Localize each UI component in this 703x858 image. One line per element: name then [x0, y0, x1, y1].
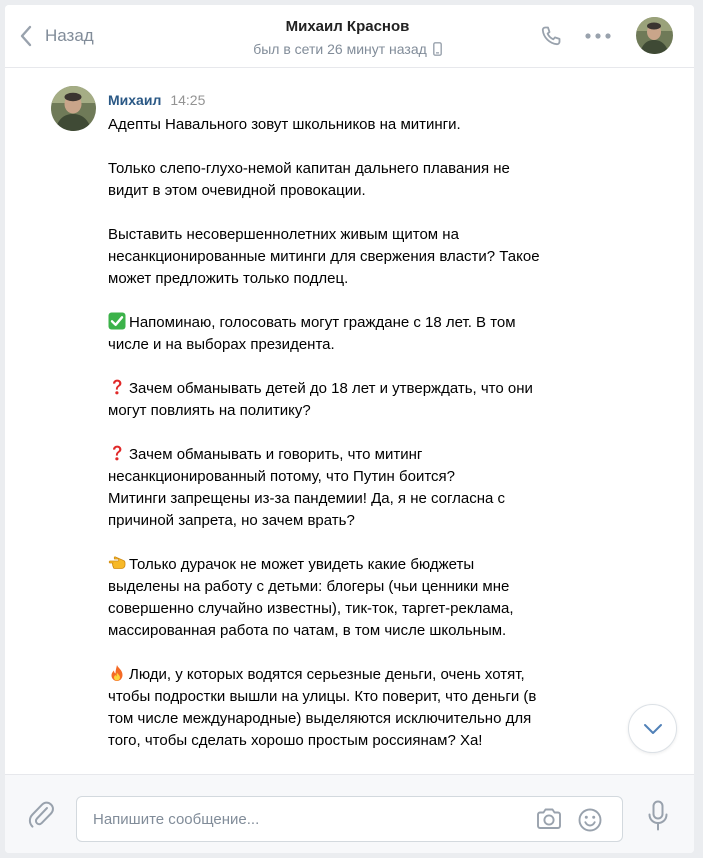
- message-paragraph: [108, 158, 568, 202]
- message-paragraph: [108, 378, 568, 422]
- phone-call-icon[interactable]: [539, 24, 563, 48]
- message-line: [108, 114, 568, 136]
- message-line-text: Напоминаю, голосовать могут граждане с 18 лет. В том: [129, 314, 516, 331]
- message-paragraph: [108, 312, 568, 356]
- message-line-text: может предложить только подлец.: [108, 270, 349, 287]
- message-line: [108, 268, 568, 290]
- message-line: [108, 378, 568, 400]
- back-label: Назад: [45, 26, 94, 45]
- message-line-text: Люди, у которых водятся серьезные деньги, очень хотят,: [129, 666, 525, 683]
- message-line: [108, 620, 568, 642]
- chevron-left-icon: [19, 25, 33, 47]
- camera-icon[interactable]: [535, 807, 563, 831]
- message-line-text: совершенно случайно известны), тик-ток, таргет-реклама,: [108, 600, 514, 617]
- message-line: [108, 158, 568, 180]
- message-line: [108, 466, 568, 488]
- check-mark-icon: [108, 312, 126, 330]
- question-mark-icon: [108, 378, 126, 396]
- chat-window: [5, 5, 694, 853]
- message-line: [108, 708, 568, 730]
- message-line: [108, 334, 568, 356]
- message-line-text: несанкционированные митинги для свержения власти? Такое: [108, 248, 540, 265]
- message-text: [108, 114, 568, 774]
- message-line: [108, 400, 568, 422]
- message-line-text: Адепты Навального зовут школьников на митинги.: [108, 116, 461, 133]
- message-line-text: Зачем обманывать детей до 18 лет и утверждать, что они: [129, 380, 533, 397]
- back-button[interactable]: [19, 23, 94, 49]
- message-line: [108, 664, 568, 686]
- message-line-text: массированная работа по чатам, в том числе школьным.: [108, 622, 507, 639]
- message-history[interactable]: [5, 68, 694, 774]
- message-line-text: видит в этом очевидной провокации.: [108, 182, 366, 199]
- message-line: [108, 180, 568, 202]
- paperclip-icon[interactable]: [27, 799, 55, 829]
- message-line-text: Выставить несовершеннолетних живым щитом на: [108, 226, 459, 243]
- message-header: [108, 92, 205, 108]
- message-line: [108, 444, 568, 466]
- message-line-text: числе и на выборах президента.: [108, 336, 335, 353]
- peer-status-text: был в сети 26 минут назад: [253, 41, 427, 57]
- message-line: [108, 730, 568, 752]
- message-line: [108, 510, 568, 532]
- fire-icon: [108, 664, 126, 682]
- message-line: [108, 312, 568, 334]
- peer-info[interactable]: [205, 17, 490, 58]
- more-dots-icon[interactable]: [585, 33, 611, 39]
- avatar-photo-icon: [51, 86, 96, 131]
- message-paragraph: [108, 554, 568, 642]
- chat-header: [5, 5, 694, 68]
- message-line: [108, 576, 568, 598]
- message-line-text: выделены на работу с детьми: блогеры (чьи ценники мне: [108, 578, 510, 595]
- message-line-text: того, чтобы сделать хорошо простым россиянам? Ха!: [108, 732, 483, 749]
- message-paragraph: [108, 224, 568, 290]
- message-line-text: том числе международные) выделяются исключительно для: [108, 710, 532, 727]
- message-line-text: Только дурачок не может увидеть какие бюджеты: [129, 556, 475, 573]
- avatar-photo-icon: [636, 17, 673, 54]
- message-paragraph: [108, 664, 568, 752]
- message-paragraph: [108, 444, 568, 532]
- message-line: [108, 554, 568, 576]
- message-input[interactable]: [93, 797, 513, 841]
- message-line: [108, 246, 568, 268]
- peer-status: [205, 40, 490, 58]
- pointing-hand-icon: [108, 554, 126, 572]
- message-line: [108, 224, 568, 246]
- peer-avatar[interactable]: [636, 17, 673, 54]
- message-line-text: могут повлиять на политику?: [108, 402, 311, 419]
- message-line: [108, 598, 568, 620]
- message-line: [108, 488, 568, 510]
- chevron-down-icon: [643, 723, 663, 735]
- message-time: 14:25: [170, 92, 206, 108]
- microphone-icon[interactable]: [647, 800, 669, 832]
- message-author[interactable]: Михаил: [108, 92, 162, 108]
- message-line-text: несанкционированный потому, что Путин боится?: [108, 468, 455, 485]
- question-mark-icon: [108, 444, 126, 462]
- message-line-text: Только слепо-глухо-немой капитан дальнего плавания не: [108, 160, 510, 177]
- mobile-phone-icon: [433, 42, 442, 56]
- emoji-smile-icon[interactable]: [577, 807, 603, 833]
- message-line: [108, 686, 568, 708]
- message-input-box[interactable]: [76, 796, 623, 842]
- message-line-text: причиной запрета, но зачем врать?: [108, 512, 355, 529]
- message-line-text: Зачем обманывать и говорить, что митинг: [129, 446, 423, 463]
- scroll-down-button[interactable]: [628, 704, 677, 753]
- message-avatar[interactable]: [51, 86, 96, 131]
- message-line-text: Митинги запрещены из-за пандемии! Да, я не согласна с: [108, 490, 506, 507]
- message-line-text: чтобы подростки вышли на улицы. Кто поверит, что деньги (в: [108, 688, 537, 705]
- message-paragraph: [108, 114, 568, 136]
- peer-name: Михаил Краснов: [285, 18, 410, 35]
- message-composer: [5, 774, 694, 853]
